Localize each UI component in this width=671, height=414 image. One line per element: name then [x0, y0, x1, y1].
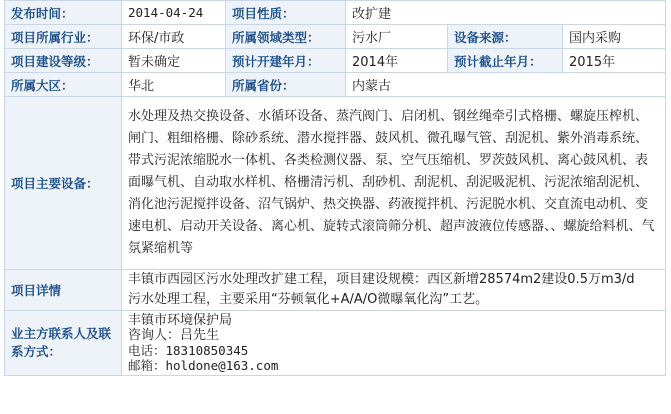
region-label: 所属大区：	[5, 73, 122, 97]
row-region	[5, 73, 666, 97]
equipment-source-value: 国内采购	[563, 25, 666, 49]
row-level	[5, 49, 666, 73]
project-nature-value: 改扩建	[346, 1, 666, 25]
end-date-label: 预计截止年月：	[448, 49, 563, 73]
end-date-value: 2015年	[563, 49, 666, 73]
equipment-label: 项目主要设备：	[5, 97, 122, 270]
row-equipment	[5, 97, 666, 270]
province-label: 所属省份：	[226, 73, 346, 97]
contact-email: 邮箱：holdone@163.com	[128, 358, 279, 373]
industry-value: 环保/市政	[122, 25, 226, 49]
contact-person: 咨询人：吕先生	[128, 328, 220, 343]
details-line-2: 污水处理工程，主要采用“芬顿氧化+A/A/O微曝氧化沟”工艺。	[128, 292, 489, 307]
details-line-1: 丰镇市西园区污水处理改扩建工程，项目建设规模：西区新增28574m2建设0.5万m3/d	[128, 272, 635, 287]
contact-phone: 电话：18310850345	[128, 343, 249, 358]
start-date-label: 预计开建年月：	[226, 49, 346, 73]
publish-time-label: 发布时间：	[5, 1, 122, 25]
details-label: 项目详情	[5, 270, 122, 311]
field-type-value: 污水厂	[346, 25, 448, 49]
industry-label: 项目所属行业：	[5, 25, 122, 49]
project-nature-label: 项目性质：	[226, 1, 346, 25]
province-value: 内蒙古	[346, 73, 666, 97]
row-details	[5, 270, 666, 311]
contact-value	[122, 311, 666, 376]
contact-label: 业主方联系人及联系方式：	[5, 311, 122, 376]
contact-org: 丰镇市环境保护局	[128, 313, 233, 328]
region-value: 华北	[122, 73, 226, 97]
start-date-value: 2014年	[346, 49, 448, 73]
publish-time-value: 2014-04-24	[122, 1, 226, 25]
field-type-label: 所属领域类型：	[226, 25, 346, 49]
row-publish	[5, 1, 666, 25]
details-value	[122, 270, 666, 311]
row-industry	[5, 25, 666, 49]
equipment-value: 水处理及热交换设备、水循环设备、蒸汽阀门、启闭机、钢丝绳牵引式格栅、螺旋压榨机、闸门、粗细格栅、除砂系统、潜水搅拌器、鼓风机、微孔曝气管、刮泥机、紫外消毒系统、带式污泥浓缩脱水一体机、各类检测仪器、泵、空气压缩机、罗茨鼓风机、离心鼓风机、表面曝气机、自动取水样机、格栅清污机、刮砂机、刮泥机、刮泥吸泥机、污泥浓缩刮泥机、消化池污泥搅拌设备、沼气锅炉、热交换器、药液搅拌机、污泥脱水机、交直流电动机、变速电机、启动开关设备、离心机、旋转式滚筒筛分机、超声波液位传感器、、螺旋给料机、气氛紧缩机等	[122, 97, 666, 270]
row-contact	[5, 311, 666, 376]
level-label: 项目建设等级：	[5, 49, 122, 73]
level-value: 暂未确定	[122, 49, 226, 73]
equipment-source-label: 设备来源：	[448, 25, 563, 49]
project-info-table	[4, 0, 666, 376]
